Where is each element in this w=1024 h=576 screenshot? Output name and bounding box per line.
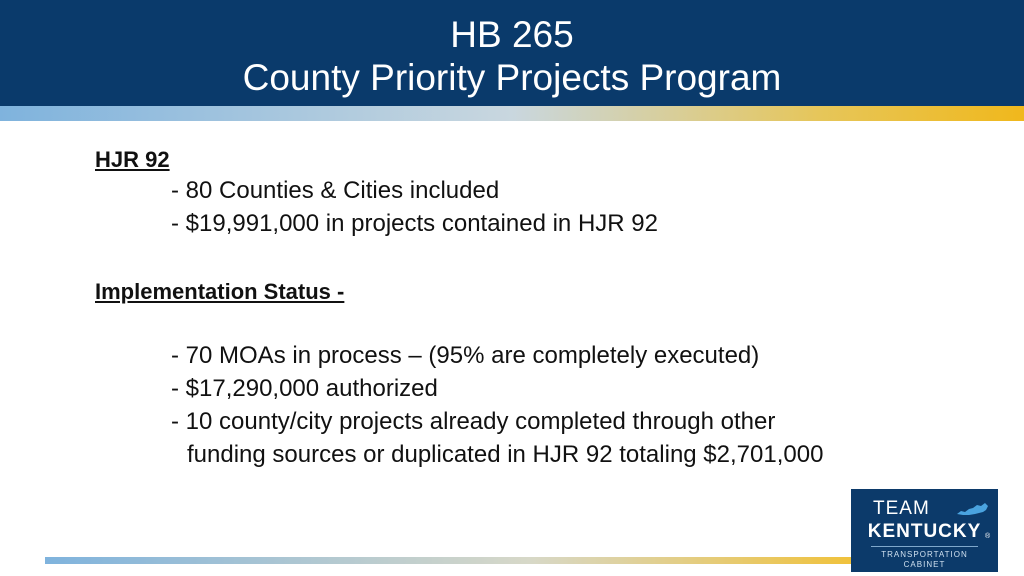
slide-title-line-2: County Priority Projects Program: [242, 57, 782, 98]
slide-title-line-1: HB 265: [450, 14, 574, 55]
logo-divider: [871, 546, 978, 547]
implementation-status-heading: Implementation Status -: [95, 279, 345, 304]
team-kentucky-logo: [851, 489, 998, 572]
logo-kentucky-text: KENTUCKY: [867, 521, 982, 542]
bullet-item: - $19,991,000 in projects contained in HJR 92: [171, 210, 658, 237]
logo-transportation-text: TRANSPORTATION: [881, 550, 968, 559]
logo-cabinet-text: CABINET: [903, 560, 946, 569]
bullet-item-continuation: funding sources or duplicated in HJR 92 totaling $2,701,000: [187, 441, 824, 468]
footer-gradient-line: [45, 557, 851, 564]
kentucky-state-icon: [955, 502, 989, 518]
logo-registered-mark: ®: [985, 533, 991, 540]
bullet-item: - $17,290,000 authorized: [171, 375, 438, 402]
logo-team-text: TEAM: [873, 498, 930, 519]
bullet-item: - 70 MOAs in process – (95% are completely executed): [171, 342, 760, 369]
bullet-item: - 10 county/city projects already completed through other: [171, 408, 776, 435]
bullet-item: - 80 Counties & Cities included: [171, 177, 500, 204]
gradient-divider: [0, 106, 1024, 121]
hjr92-heading: HJR 92: [95, 147, 170, 172]
title-bar: [0, 0, 1024, 106]
